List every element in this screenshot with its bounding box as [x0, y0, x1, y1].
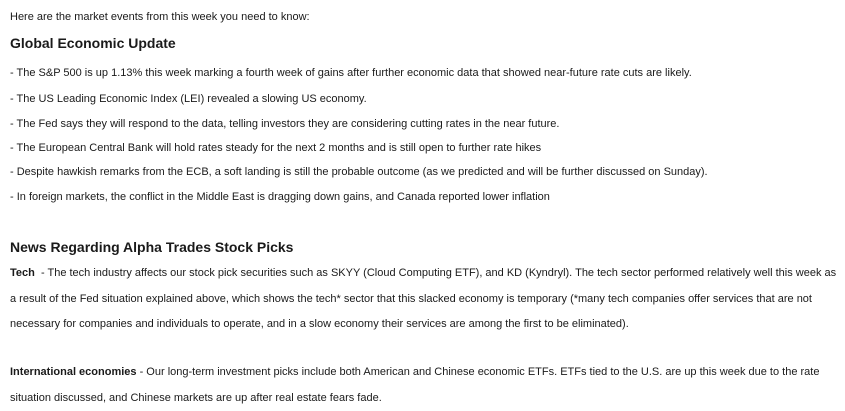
- bullet-item: - Despite hawkish remarks from the ECB, a soft landing is still the probable outcome (as we predicted and will be further discussed on Sunday).: [10, 166, 708, 178]
- bullet-item: - The S&P 500 is up 1.13% this week marking a fourth week of gains after further economic data that showed near-future rate cuts are likely.: [10, 67, 692, 79]
- international-paragraph: [10, 360, 838, 411]
- tech-paragraph: [10, 261, 838, 338]
- international-label: International economies: [10, 366, 137, 378]
- global-update-heading: Global Economic Update: [10, 35, 176, 51]
- bullet-item: - The US Leading Economic Index (LEI) revealed a slowing US economy.: [10, 93, 367, 105]
- tech-text: - The tech industry affects our stock pick securities such as SKYY (Cloud Computing ETF), and KD (Kyndryl). The tech sector performed relatively well this week as a result of the Fed situation explained above, which shows the tech* sector that this slacked economy is temporary (*many tech companies offer services that are not necessary for companies and individuals to operate, and in a slow economy their services are among the first to be eliminated).: [10, 267, 840, 330]
- international-text: - Our long-term investment picks include both American and Chinese economic ETFs. ETFs tied to the U.S. are up this week due to the rate situation discussed, and Chinese markets are up after real estate fears fade.: [10, 366, 820, 404]
- intro-text: Here are the market events from this week you need to know:: [10, 11, 310, 23]
- bullet-item: - The Fed says they will respond to the data, telling investors they are considering cutting rates in the near future.: [10, 118, 560, 130]
- tech-label: Tech: [10, 267, 35, 279]
- bullet-item: - The European Central Bank will hold rates steady for the next 2 months and is still open to further rate hikes: [10, 142, 542, 154]
- stock-picks-heading: News Regarding Alpha Trades Stock Picks: [10, 239, 294, 255]
- bullet-item: - In foreign markets, the conflict in the Middle East is dragging down gains, and Canada reported lower inflation: [10, 191, 550, 203]
